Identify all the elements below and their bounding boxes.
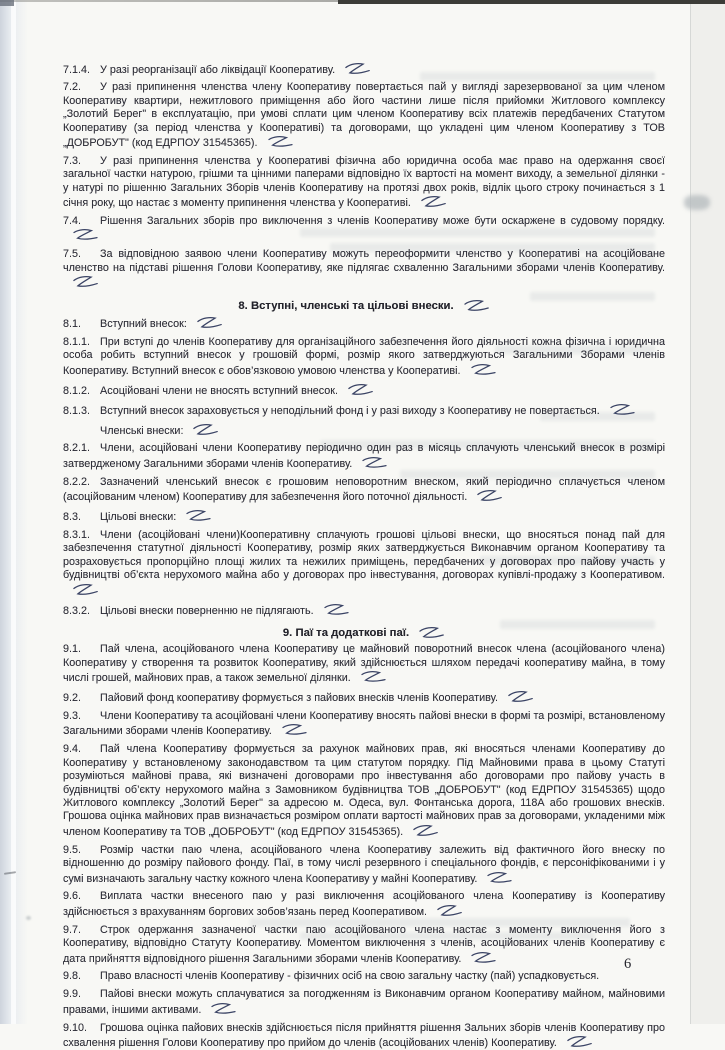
paragraph-9-5 xyxy=(63,844,665,886)
pen-mark-icon xyxy=(436,903,464,918)
paragraph-text: Право власності членів Кооперативу - фізичних осіб на свою загальну частку (пай) успадковується. xyxy=(100,970,600,983)
paragraph-text: Пайові внески можуть сплачуватися за погодженням із Виконавчим органом Кооперативу майном, майновими правами, іншими активами. xyxy=(63,988,665,1016)
paragraph-text: Члени Кооперативу та асоційовані члени Кооперативу вносять пайові внески в формі та розмірі, встановленому Загальними зборами членів Кооперативу. xyxy=(63,710,665,738)
pen-mark-icon xyxy=(412,823,440,838)
paragraph-8-1-3 xyxy=(63,403,665,418)
paragraph-text: Цільові внески: xyxy=(100,511,177,524)
pen-mark-icon xyxy=(267,135,294,148)
scan-smudge xyxy=(684,195,710,210)
paragraph-number: 8.3.2. xyxy=(63,604,91,617)
paragraph-8-2-1 xyxy=(63,442,665,471)
paragraph-text: Виплата частки внесеного паю у разі виключення асоційованого члена Кооперативу із Кооперативу здійснюється з врахуванням боргових зобов’язань перед Кооперативом. xyxy=(63,890,665,918)
paragraph-text: Строк одержання зазначеної частки паю асоційованого члена настає з моменту виключення його з Кооперативу, відповідно Статуту Кооперативу. Моментом виключення з членів, асоційованих членів Кооперативу є дата прийняття відповідного рішення Загальними зборами членів Кооперативу. xyxy=(63,923,665,965)
pen-mark-icon xyxy=(72,228,99,241)
pen-mark-icon xyxy=(71,581,99,596)
paragraph-number: 9.4. xyxy=(63,743,82,756)
paragraph-7-2 xyxy=(63,81,665,150)
pen-mark-icon xyxy=(347,382,375,397)
paragraph-text: Пай члена Кооперативу формується за рахунок майнових прав, які вносяться членами Кооперативу до Кооперативу у встановленому законодавством та цим статутом порядку. Під Майновими права в цьому Статуті розуміються майнові права, які визначені договорами про інвестування або договорами про пайову участь в будівництві об’єкту нерухомого майна з Замовником будівництва ТОВ „ДОБРОБУТ" (код ЕДРПОУ 31545365) щодо Житлового комплексу „Золотий Берег" за адресою м. Одеса, вул. Фонтанська дорога, 118А або грошових внесків. Грошова оцінка майнових прав визначається розміром оплати вартості майнових прав за договорами, укладеними між членом Кооперативу та ТОВ „ДОБРОБУТ" (код ЕДРПОУ 31545365). xyxy=(63,743,665,838)
paragraph-8-2-2 xyxy=(63,476,665,505)
page-number: 6 xyxy=(624,956,632,972)
pen-mark-icon xyxy=(486,871,513,884)
paragraph-text: Грошова оцінка пайових внесків здійснюється після прийняття рішення Зальних зборів членів Кооперативу про схвалення рішення Голови Кооперативу про прийом до членів (асоційованих членів) Кооперативу. xyxy=(63,1021,665,1050)
paragraph-8-3-1 xyxy=(63,529,665,598)
pen-mark-icon xyxy=(419,194,447,209)
paragraph-text: Членські внески: xyxy=(100,424,184,437)
pen-mark-icon xyxy=(506,689,534,704)
paragraph-membership-fees-label xyxy=(63,423,665,438)
pen-mark-icon xyxy=(195,315,223,330)
pen-mark-icon xyxy=(470,363,497,376)
paragraph-text: Асоційовані члени не вносять вступний внесок. xyxy=(100,384,339,397)
paragraph-8-3-2 xyxy=(63,603,665,618)
paragraph-number: 8.1.3. xyxy=(63,404,91,417)
paragraph-text: Вступний внесок зараховується у неподільний фонд і у разі виходу з Кооперативу не повертається. xyxy=(100,404,600,417)
pen-mark-icon xyxy=(476,488,504,503)
paragraph-text: Зазначений членський внесок є грошовим неповоротним внеском, який періодично сплачується членом (асоційованим членом) Кооперативу для забезпечення його поточної діяльності. xyxy=(63,475,665,504)
pen-mark-icon xyxy=(462,298,490,312)
pen-mark-icon xyxy=(71,274,99,289)
scan-corner-mark xyxy=(0,0,14,6)
paragraph-9-4 xyxy=(63,743,665,839)
pen-mark-icon xyxy=(281,723,308,736)
paragraph-number: 9.9. xyxy=(63,988,82,1001)
section-9-heading xyxy=(63,625,665,639)
pen-mark-icon xyxy=(360,670,387,683)
paragraph-9-3 xyxy=(63,710,665,739)
paragraph-text: Члени (асоційовані члени)Кооперативну сплачують грошові цільові внески, що вносяться понад пай для забезпечення статутної діяльності Кооперативу, розмір яких затверджується Виконавчим органом Кооперативу та розраховується пропорційно площі жилих та нежилих приміщень, передбачених у договорах про пайову участь у будівництві об’єкта нерухомого майна або у договорах про інвестування, договорах купівлі-продажу з Кооперативом. xyxy=(63,528,665,582)
pen-mark-icon xyxy=(344,60,372,75)
paragraph-text: У разі реорганізації або ліквідації Кооперативу. xyxy=(100,63,336,76)
paragraph-text: За відповідною заявою члени Кооперативу можуть переоформити членство у Кооперативі на асоційоване членство на підставі рішення Голови Кооперативу, яке підлягає схваленню Загальними зборами членів Кооперативу. xyxy=(63,248,665,274)
paragraph-text: Вступний внесок: xyxy=(100,318,187,331)
paragraph-number: 8.3. xyxy=(63,511,82,524)
paragraph-text: У разі припинення членства члену Кооперативу повертається пай у вигляді зарезервованої за цим членом Кооперативу квартири, нежитлового приміщення або його частини лише після прийомки Житлового комплексу „Золотий Берег" в експлуатацію, при умові сплати цим членом Кооперативу всіх платежів передбачених Статутом Кооперативу (за період членства у Кооперативі) та договорами, що укладені цим членом Кооперативу з ТОВ „ДОБРОБУТ" (код ЕДРПОУ 31545365). xyxy=(63,81,665,150)
heading-text: 8. Вступні, членські та цільові внески. xyxy=(238,299,454,312)
paragraph-9-2 xyxy=(63,690,665,705)
paragraph-7-3 xyxy=(63,155,665,211)
paragraph-text: При вступі до членів Кооперативу для організаційного забезпечення його діяльності кожна фізична і юридична особа робить вступний внесок у грошовій формі, розмір якого затверджуються Загальними Зборами членів Кооперативу. Вступний внесок є обов’язковою умовою членства у Кооперативі. xyxy=(63,336,665,377)
paragraph-8-1-1 xyxy=(63,336,665,378)
pen-mark-icon xyxy=(185,509,212,522)
paragraph-number: 8.2.2. xyxy=(63,475,91,488)
paragraph-number: 7.4. xyxy=(63,215,82,228)
section-8-heading xyxy=(63,298,665,312)
paragraph-9-8 xyxy=(63,970,665,983)
paragraph-8-3 xyxy=(63,509,665,524)
paragraph-number: 8.1. xyxy=(63,318,82,331)
paragraph-text: Члени, асоційовані члени Кооперативу періодично один раз в місяць сплачують членський внесок в розмірі затвердженому Загальними зборами членів Кооперативу. xyxy=(63,442,665,470)
document-body xyxy=(63,57,665,1050)
paragraph-8-1-2 xyxy=(63,383,665,398)
paragraph-8-1 xyxy=(63,316,665,331)
paragraph-text: Пай члена, асоційованого члена Кооперативу це майновий поворотний внесок члена (асоційованого члена) Кооперативу у створення та розвиток Кооперативу, який здійснюється шляхом передачі кооперативу майна, в тому числі грошей, майнових прав, а також земельної ділянки. xyxy=(63,643,665,685)
paragraph-9-10 xyxy=(63,1022,665,1050)
paragraph-number: 9.1. xyxy=(63,643,82,656)
paragraph-text: У разі припинення членства у Кооперативі фізична або юридична особа має право на одержання своєї загальної частки натурою, грішми та цінними паперами відповідно їх вартості на момент виходу, а земельної ділянки - у натурі по рішенню Загальних Зборів членів Кооперативу на протязі двох років, відлік цього строку починається з 1 січня року, що настає з моменту припинення членства у Кооперативі. xyxy=(63,154,665,210)
paragraph-text: Пайовий фонд кооперативу формується з пайових внесків членів Кооперативу. xyxy=(100,692,498,705)
paragraph-number: 8.2.1. xyxy=(63,442,91,455)
paragraph-number: 7.5. xyxy=(63,248,82,261)
paragraph-7-4 xyxy=(63,215,665,244)
scan-page-edge xyxy=(690,0,725,1024)
scan-speck xyxy=(26,916,31,920)
scan-top-edge-dark xyxy=(338,0,725,4)
paragraph-9-7 xyxy=(63,924,665,966)
pen-mark-icon xyxy=(418,625,446,639)
paragraph-number: 9.6. xyxy=(63,890,82,903)
pen-mark-icon xyxy=(470,951,497,964)
paragraph-number: 9.7. xyxy=(63,923,82,936)
pen-mark-icon xyxy=(609,403,636,416)
pen-mark-icon xyxy=(361,456,388,469)
paragraph-text: Цільові внески поверненню не підлягають. xyxy=(100,604,314,617)
paragraph-number: 8.1.1. xyxy=(63,336,91,348)
paragraph-number: 9.8. xyxy=(63,970,82,983)
paragraph-text: Розмір частки паю члена, асоційованого члена Кооперативу залежить від фактичного його внеску по відношенню до розміру пайового фонду. Паї, в тому числі резервного і спеціального фондів, є персоніфікованими і у сумі визначають загальну частку кожного члена Кооперативу у майні Кооперативу. xyxy=(63,843,665,885)
pen-mark-icon xyxy=(192,421,220,436)
paragraph-number: 7.2. xyxy=(63,81,82,94)
paragraph-number: 9.5. xyxy=(63,843,82,856)
paragraph-number: 9.3. xyxy=(63,710,82,723)
paragraph-7-1-4 xyxy=(63,62,665,77)
paragraph-9-6 xyxy=(63,890,665,919)
pen-mark-icon xyxy=(323,603,350,616)
paragraph-number: 8.1.2. xyxy=(63,384,91,397)
paragraph-number: 7.3. xyxy=(63,154,82,167)
heading-text: 9. Паї та додаткові паї. xyxy=(282,626,410,639)
paragraph-number: 9.10. xyxy=(63,1021,88,1034)
paragraph-9-1 xyxy=(63,643,665,685)
paragraph-number: 8.3.1. xyxy=(63,528,91,541)
paragraph-9-9 xyxy=(63,988,665,1017)
paragraph-number: 7.1.4. xyxy=(63,63,91,76)
paragraph-number: 9.2. xyxy=(63,692,82,705)
pen-mark-icon xyxy=(210,1002,237,1015)
paragraph-text: Рішення Загальних зборів про виключення з членів Кооперативу може бути оскаржене в судовому порядку. xyxy=(100,215,665,228)
pen-mark-icon xyxy=(565,1034,593,1049)
paragraph-7-5 xyxy=(63,248,665,290)
